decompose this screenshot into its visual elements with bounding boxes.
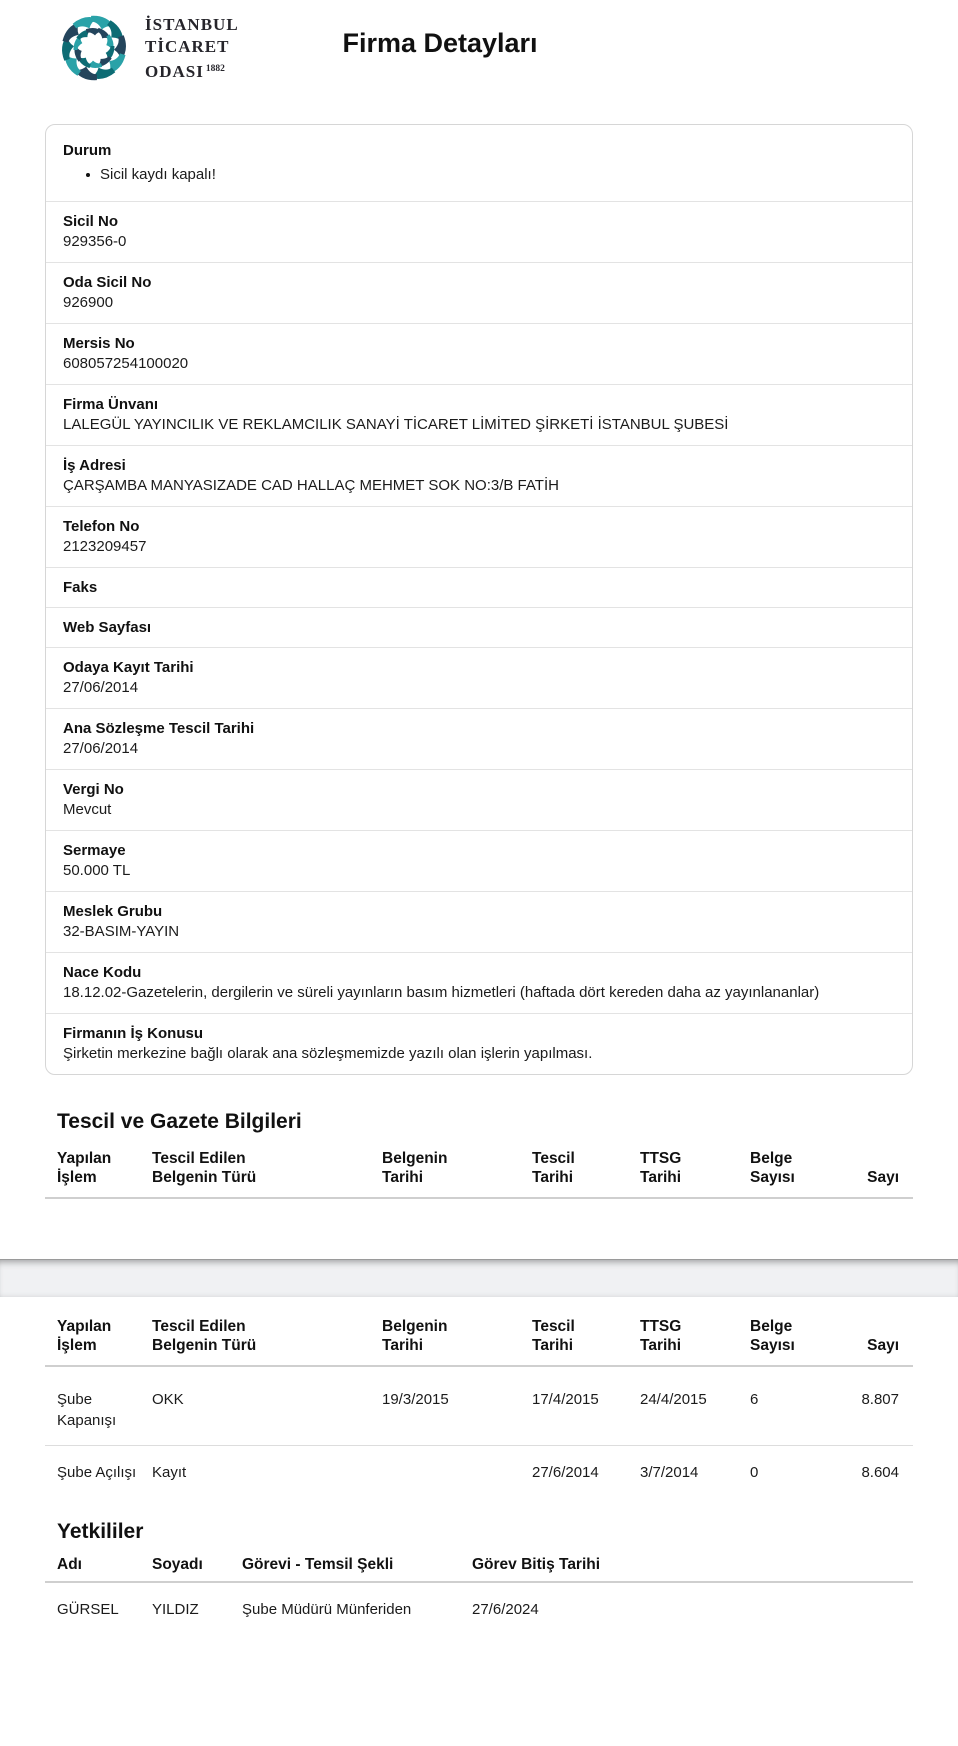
field-label: Sicil No [63,213,119,230]
header-cell: Sayı [867,1169,899,1186]
header-cell: Sayı [867,1337,899,1354]
field-web-sayfasi [46,607,912,647]
header-cell: Belgenin Tarihi [382,1318,448,1354]
field-durum [46,125,912,201]
field-value: 18.12.02-Gazetelerin, dergilerin ve süreli yayınların basım hizmetleri (haftada dört kereden daha az yayınlananlar) [63,984,820,1001]
field-label: Telefon No [63,518,140,535]
table-cell: 24/4/2015 [640,1391,707,1408]
field-label: Sermaye [63,842,126,859]
field-telefon-no [46,506,912,567]
logo-line-1: İSTANBUL [145,14,239,34]
field-value: 926900 [63,294,114,311]
ito-logo-text [145,14,239,83]
table-cell [382,1462,532,1483]
field-label: Faks [63,579,98,596]
table-cell: OKK [152,1391,184,1408]
field-meslek-grubu [46,891,912,952]
table-cell: Şube Müdürü Münferiden [242,1601,412,1618]
logo-line-3: ODASI $^{1882}$ [145,61,225,81]
field-value: 50.000 TL [63,862,131,879]
registry-section-page2 [45,1317,913,1497]
field-sermaye [46,830,912,891]
header-cell: Tescil Tarihi [532,1150,575,1186]
field-value: Mevcut [63,801,112,818]
table-cell: Şube Kapanışı [57,1391,117,1429]
field-firmanin-is-konusu [46,1013,912,1074]
header-cell: Görevi - Temsil Şekli [242,1556,394,1573]
table-cell: YILDIZ [152,1601,199,1618]
table-cell: 19/3/2015 [382,1391,449,1408]
header-cell: Belge Sayısı [750,1150,795,1186]
table-cell: 3/7/2014 [640,1464,699,1481]
header-cell: Tescil Tarihi [532,1318,575,1354]
field-label: Ana Sözleşme Tescil Tarihi [63,720,255,737]
field-value: ÇARŞAMBA MANYASIZADE CAD HALLAÇ MEHMET SOK NO:3/B FATİH [63,477,559,494]
field-oda-sicil-no [46,262,912,323]
field-label: Web Sayfası [63,619,152,636]
registry-section-title: Tescil ve Gazete Bilgileri [57,1110,302,1133]
table-cell: GÜRSEL [57,1601,119,1618]
company-details-card [45,124,913,1075]
table-row [45,1583,913,1620]
field-sicil-no [46,201,912,262]
header-cell: Belgenin Tarihi [382,1150,448,1186]
table-cell: 8.604 [861,1464,899,1481]
table-cell: Kayıt [152,1464,187,1481]
field-label: Firma Ünvanı [63,396,159,413]
ito-logo-icon [55,8,133,88]
field-firma-unvani [46,384,912,445]
table-row [45,1446,913,1497]
field-value: LALEGÜL YAYINCILIK VE REKLAMCILIK SANAYİ TİCARET LİMİTED ŞİRKETİ İSTANBUL ŞUBESİ [63,416,729,433]
field-value: Şirketin merkezine bağlı olarak ana sözleşmemizde yazılı olan işlerin yapılması. [63,1045,593,1062]
field-value: 929356-0 [63,233,127,250]
field-label: İş Adresi [63,457,126,474]
field-nace-kodu [46,952,912,1013]
field-value: 27/06/2014 [63,679,139,696]
field-label: Oda Sicil No [63,274,152,291]
table-cell: 6 [750,1391,759,1408]
table-cell: 17/4/2015 [532,1391,599,1408]
page-header [0,0,958,108]
table-cell: 27/6/2014 [532,1464,599,1481]
header-cell: TTSG Tarihi [640,1150,682,1186]
header-cell: Soyadı [152,1556,203,1573]
registry-table-header [45,1149,913,1187]
field-ana-sozlesme-tescil-tarihi [46,708,912,769]
field-is-adresi [46,445,912,506]
field-value: 608057254100020 [63,355,189,372]
header-divider [45,1197,913,1199]
field-faks [46,567,912,607]
field-odaya-kayit-tarihi [46,647,912,708]
table-cell: 8.807 [861,1391,899,1408]
field-mersis-no [46,323,912,384]
field-label: Mersis No [63,335,135,352]
header-cell: Adı [57,1556,82,1573]
officials-table-header [45,1555,913,1575]
field-value: 2123209457 [63,538,147,555]
field-value: 27/06/2014 [63,740,139,757]
status-text: Sicil kaydı kapalı! [100,166,216,183]
field-label: Firmanın İş Konusu [63,1025,204,1042]
field-value: 32-BASIM-YAYIN [63,923,180,940]
status-bullet-item [86,165,895,185]
officials-table-header-wrap [45,1555,913,1583]
field-label: Odaya Kayıt Tarihi [63,659,194,676]
header-cell: Yapılan İşlem [57,1318,112,1354]
table-cell: 0 [750,1464,759,1481]
header-cell: Tescil Edilen Belgenin Türü [152,1318,257,1354]
table-cell: Şube Açılışı [57,1464,137,1481]
field-vergi-no [46,769,912,830]
field-label: Meslek Grubu [63,903,163,920]
header-cell: Belge Sayısı [750,1318,795,1354]
logo-year: 1882 [205,63,225,74]
page-break-band [0,1259,958,1297]
logo-line-2: TİCARET [145,36,230,56]
officials-section [45,1519,913,1620]
table-cell: 27/6/2024 [472,1601,539,1618]
ito-logo [55,8,239,88]
registry-table-header [45,1317,913,1355]
header-cell: TTSG Tarihi [640,1318,682,1354]
field-label: Nace Kodu [63,964,142,981]
header-cell: Yapılan İşlem [57,1150,112,1186]
bullet-icon [86,173,90,177]
header-cell: Tescil Edilen Belgenin Türü [152,1150,257,1186]
registry-section [45,1109,913,1199]
page-title: Firma Detayları [342,28,538,58]
field-label: Durum [63,142,112,159]
header-cell: Görev Bitiş Tarihi [472,1556,601,1573]
table-row [45,1367,913,1445]
officials-section-title: Yetkililer [57,1520,144,1543]
field-label: Vergi No [63,781,124,798]
